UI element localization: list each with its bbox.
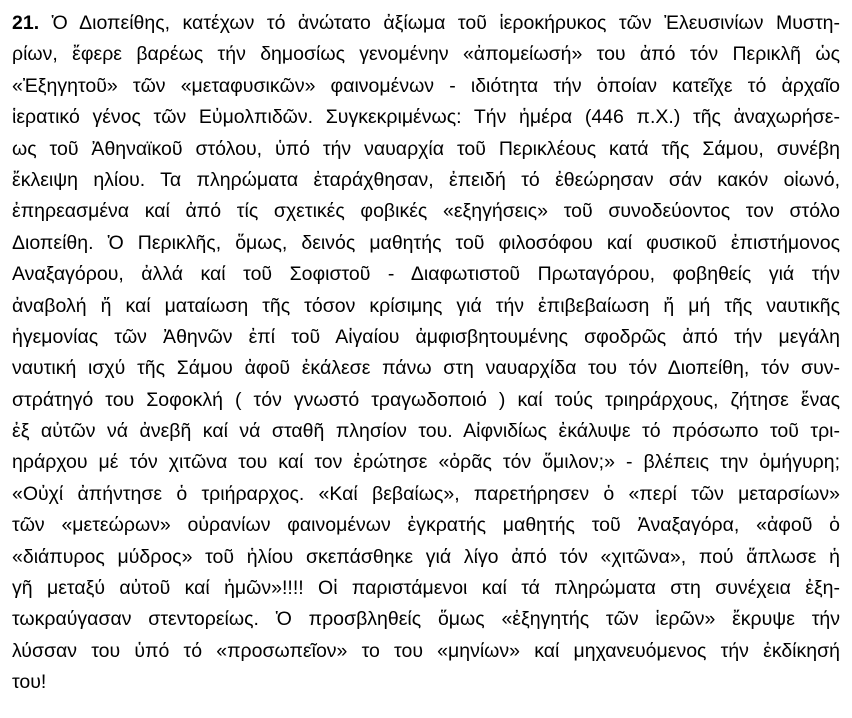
text-line: Διοπείθη. Ὁ Περικλῆς, ὅμως, δεινός μαθητής τοῦ φιλοσόφου καί φυσικοῦ ἐπιστήμονος — [12, 231, 840, 254]
text-line-last: του! — [12, 671, 47, 694]
text-line: «διάπυρος μύδρος» τοῦ ἡλίου σκεπάσθηκε γιά λίγο ἀπό τόν «χιτῶνα», πού ἅπλωσε ἡ — [12, 545, 840, 568]
paragraph-number: 21. — [12, 12, 40, 34]
paragraph-21 — [12, 8, 840, 699]
text-line: στράτηγό του Σοφοκλή ( τόν γνωστό τραγωδοποιό ) καί τούς τριηράρχους, ζήτησε ἕνας — [12, 388, 840, 411]
text-line: γῆ μεταξύ αὐτοῦ καί ἡμῶν»!!!! Οἱ παριστάμενοι καί τά πληρώματα στη συνέχεια ἐξη- — [12, 577, 840, 600]
text-line: «Οὐχί ἀπήντησε ὁ τριήραρχος. «Καί βεβαίως», παρετήρησεν ὁ «περί τῶν μεταρσίων» — [12, 482, 840, 505]
text-line: ἀναβολή ἤ καί ματαίωση τῆς τόσον κρίσιμης γιά τήν ἐπιβεβαίωση ἤ μή τῆς ναυτικῆς — [12, 294, 840, 317]
text-line: «Ἐξηγητοῦ» τῶν «μεταφυσικῶν» φαινομένων - ιδιότητα τήν ὁποίαν κατεῖχε τό ἀρχαῖο — [12, 74, 840, 97]
text-line: λύσσαν του ὑπό τό «προσωπεῖον» το του «μηνίων» καί μηχανευόμενος τήν ἐκδίκησή — [12, 639, 840, 662]
text-line: ἡγεμονίας τῶν Ἀθηνῶν ἐπί τοῦ Αἰγαίου ἀμφισβητουμένης σφοδρῶς ἀπό τήν μεγάλη — [12, 325, 840, 348]
text-line: 21. Ὁ Διοπείθης, κατέχων τό ἀνώτατο ἀξίωμα τοῦ ἱεροκήρυκος τῶν Ἐλευσινίων Μυστη- — [12, 12, 840, 34]
text-line: ἐπηρεασμένα καί ἀπό τίς σχετικές φοβικές «εξηγήσεις» τοῦ συνοδεύοντος τον στόλο — [12, 200, 840, 223]
text-line: ἱερατικό γένος τῶν Εὐμολπιδῶν. Συγκεκριμένως: Τήν ἡμέρα (446 π.Χ.) τῆς ἀναχωρήσε- — [12, 106, 840, 129]
text-line: τῶν «μετεώρων» οὐρανίων φαινομένων ἐγκρατής μαθητής τοῦ Ἀναξαγόρα, «ἀφοῦ ὁ — [12, 514, 840, 537]
text-line: ηράρχου μέ τόν χιτῶνα του καί τον ἐρώτησε «ὁρᾶς τόν ὅμιλον;» - βλέπεις την ὁμήγυρη; — [12, 451, 840, 474]
text-line: Αναξαγόρου, ἀλλά καί τοῦ Σοφιστοῦ - Διαφωτιστοῦ Πρωταγόρου, φοβηθείς γιά τήν — [12, 263, 840, 286]
text-line: ως τοῦ Ἀθηναϊκοῦ στόλου, ὑπό τήν ναυαρχία τοῦ Περικλέους κατά τῆς Σάμου, συνέβη — [12, 137, 840, 160]
text-line: τωκραύγασαν στεντορείως. Ὁ προσβληθείς ὅμως «ἐξηγητής τῶν ἱερῶν» ἔκρυψε τήν — [12, 608, 840, 631]
text-line: ἐξ αὐτῶν νά ἀνεβῆ καί νά σταθῆ πλησίον του. Αἰφνιδίως ἐκάλυψε τό πρόσωπο τοῦ τρι- — [12, 420, 840, 443]
text-line: ἔκλειψη ηλίου. Τα πληρώματα ἐταράχθησαν, ἐπειδή τό ἐθεώρησαν σάν κακόν οἰωνό, — [12, 168, 840, 191]
text-line: ναυτική ισχύ τῆς Σάμου ἀφοῦ ἐκάλεσε πάνω στη ναυαρχίδα του τόν Διοπείθη, τόν συν- — [12, 357, 840, 380]
text-line: ρίων, ἔφερε βαρέως τήν δημοσίως γενομένην «ἀπομείωσή» του ἀπό τόν Περικλῆ ὡς — [12, 43, 840, 66]
